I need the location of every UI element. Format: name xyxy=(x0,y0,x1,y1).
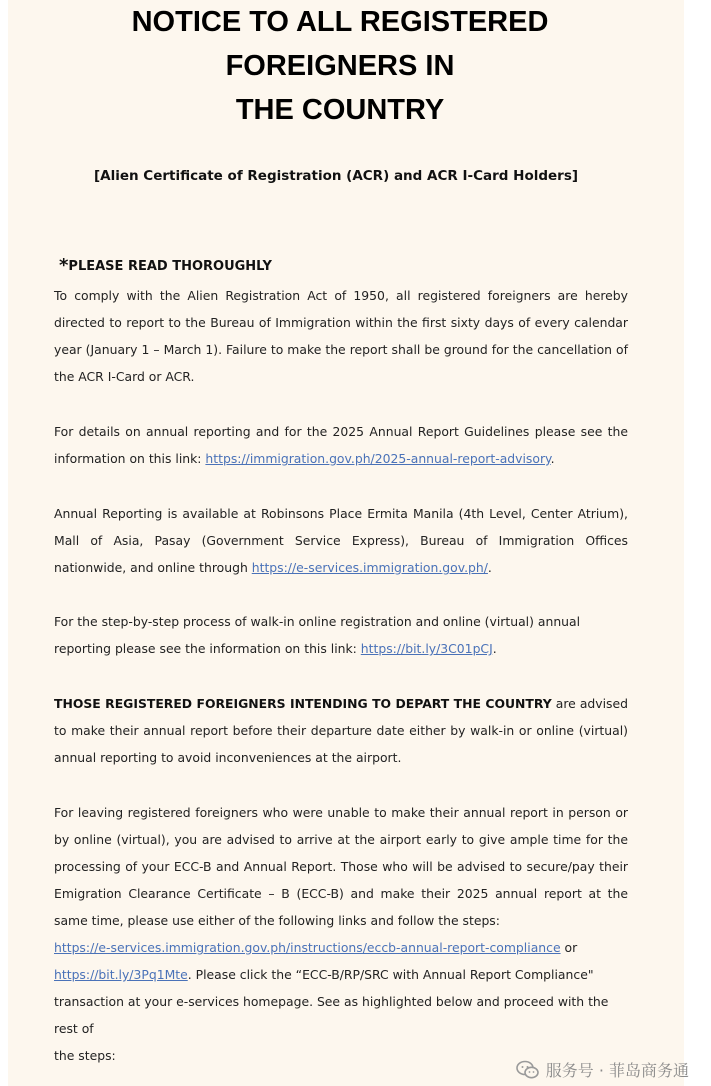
paragraph-text: . Please click the “ECC-B/RP/SRC with Annual Report Compliance" xyxy=(187,967,594,982)
read-thoroughly-text: PLEASE READ THOROUGHLY xyxy=(68,259,272,274)
read-thoroughly-notice xyxy=(59,255,272,276)
paragraph-text: For details on annual reporting and for the 2025 Annual Report Guidelines please see the information on this link: xyxy=(54,424,628,466)
paragraph-text: reporting please see the information on this link: xyxy=(54,641,361,656)
paragraph-text: For leaving registered foreigners who were unable to make their annual report in person or by online (virtual), you are advised to arrive at the airport early to give ample time for the processing of your ECC-B and Annual Report. Those who will be advised to secure/pay their Emigration Clearance Certificate – B (ECC-B) and make their 2025 annual report at the same time, please use either of the following links and follow the steps: xyxy=(54,805,628,928)
paragraph-departing-foreigners xyxy=(54,690,628,771)
paragraph-text: the steps: xyxy=(54,1048,116,1063)
paragraph-text: For the step-by-step process of walk-in online registration and online (virtual) annual xyxy=(54,614,581,629)
watermark xyxy=(516,1058,689,1081)
notice-title xyxy=(0,0,680,132)
paragraph-reporting-locations xyxy=(54,500,628,581)
paragraph-registration-act: To comply with the Alien Registration Act of 1950, all registered foreigners are hereby directed to report to the Bureau of Immigration within the first sixty days of every calendar year (January 1 – March 1). Failure to make the report shall be ground for the cancellation of the ACR I-Card or ACR. xyxy=(54,288,628,384)
bitly-eccb-link[interactable]: https://bit.ly/3Pq1Mte xyxy=(54,967,188,982)
paragraph-text: transaction at your e-services homepage. See as highlighted below and proceed with the rest of xyxy=(54,994,609,1036)
subtitle: [Alien Certificate of Registration (ACR) and ACR I-Card Holders] xyxy=(93,168,579,184)
paragraph-text: . xyxy=(492,641,497,656)
paragraph-text: Annual Reporting is available at Robinsons Place Ermita Manila (4th Level, Center Atrium), Mall of Asia, Pasay (Government Service Express), Bureau of Immigration Offices nationwide, and online through xyxy=(54,506,628,575)
title-line-2: FOREIGNERS IN xyxy=(225,50,455,82)
watermark-text: 服务号 · 菲岛商务通 xyxy=(545,1061,689,1080)
asterisk: * xyxy=(59,255,69,276)
paragraph-leaving-links xyxy=(54,934,628,1069)
paragraph-text: . xyxy=(550,451,555,466)
paragraph-leaving-foreigners xyxy=(54,799,628,934)
paragraph-text: . xyxy=(487,560,492,575)
departing-heading: THOSE REGISTERED FOREIGNERS INTENDING TO DEPART THE COUNTRY xyxy=(54,696,552,711)
paragraph-annual-report-details xyxy=(54,418,628,472)
bitly-step-link[interactable]: https://bit.ly/3C01pCJ xyxy=(360,641,493,656)
paragraph-text: or xyxy=(560,940,578,955)
title-line-3: THE COUNTRY xyxy=(235,94,445,126)
advisory-link[interactable]: https://immigration.gov.ph/2025-annual-report-advisory xyxy=(205,451,551,466)
eccb-instructions-link[interactable]: https://e-services.immigration.gov.ph/instructions/eccb-annual-report-compliance xyxy=(54,940,561,955)
paragraph-step-by-step xyxy=(54,608,628,662)
e-services-link[interactable]: https://e-services.immigration.gov.ph/ xyxy=(251,560,488,575)
title-line-1: NOTICE TO ALL REGISTERED xyxy=(131,6,549,38)
paragraph-text: are advised to make their annual report before their departure date either by walk-in or online (virtual) annual reporting to avoid inconveniences at the airport. xyxy=(54,696,629,765)
wechat-icon xyxy=(516,1060,540,1080)
